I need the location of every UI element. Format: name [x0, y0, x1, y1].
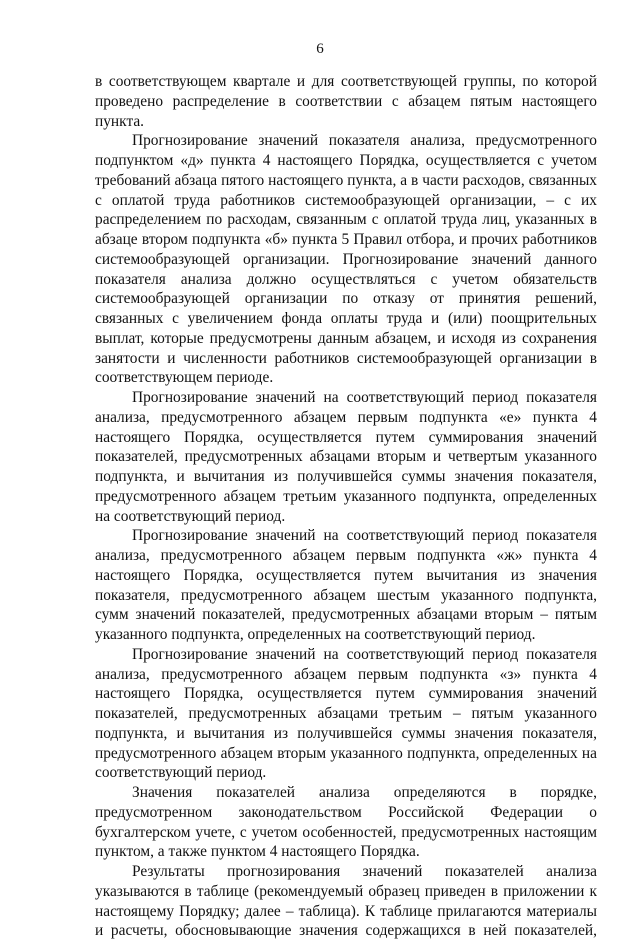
paragraph-forecast-z: Прогнозирование значений на соответствующий период показателя анализа, предусмотренного абзацем первым подпункта «з» пункта 4 настоящего Порядка, осуществляется путем суммирования значений показателей, предусмотренных абзацами третьим – пятым указанного подпункта, и вычитания из получившейся суммы значения показателя, предусмотренного абзацем вторым указанного подпункта, определенных на соответствующий период.	[95, 645, 597, 782]
page-number: 6	[316, 41, 324, 57]
paragraph-continuation: в соответствующем квартале и для соответствующей группы, по которой проведено распределение в соответствии с абзацем пятым настоящего пункта.	[95, 73, 597, 130]
paragraph-results-table: Результаты прогнозирования значений показателей анализа указываются в таблице (рекомендуемый образец приведен в приложении к настоящему Порядку; далее – таблица). К таблице прилагаются материалы и расчеты, обосновывающие значения содержащихся в ней показателей,	[95, 863, 597, 940]
paragraph-forecast-d: Прогнозирование значений показателя анализа, предусмотренного подпунктом «д» пункта 4 настоящего Порядка, осуществляется с учетом требований абзаца пятого настоящего пункта, а в части расходов, связанных с оплатой труда работников системообразующей организации, – с их распределением по расходам, связанным с оплатой труда лиц, указанных в абзаце втором подпункта «б» пункта 5 Правил отбора, и прочих работников системообразующей организации. Прогнозирование значений данного показателя анализа должно осуществляться с учетом обязательств системообразующей организации по отказу от принятия решений, связанных с увеличением фонда оплаты труда и (или) поощрительных выплат, которые предусмотрены данным абзацем, и исходя из сохранения занятости и численности работников системообразующей организации в соответствующем периоде.	[95, 132, 597, 387]
document-body	[95, 72, 597, 941]
paragraph-accounting-rules: Значения показателей анализа определяются в порядке, предусмотренном законодательством Российской Федерации о бухгалтерском учете, с учетом особенностей, предусмотренных настоящим пунктом, а также пунктом 4 настоящего Порядка.	[95, 784, 597, 861]
paragraph-forecast-zh: Прогнозирование значений на соответствующий период показателя анализа, предусмотренного абзацем первым подпункта «ж» пункта 4 настоящего Порядка, осуществляется путем вычитания из значения показателя, предусмотренного абзацем шестым указанного подпункта, сумм значений показателей, предусмотренных абзацами вторым – пятым указанного подпункта, определенных на соответствующий период.	[95, 527, 597, 643]
paragraph-forecast-e: Прогнозирование значений на соответствующий период показателя анализа, предусмотренного абзацем первым подпункта «е» пункта 4 настоящего Порядка, осуществляется путем суммирования значений показателей, предусмотренных абзацами вторым и четвертым указанного подпункта, и вычитания из получившейся суммы значения показателя, предусмотренного абзацем третьим указанного подпункта, определенных на соответствующий период.	[95, 389, 597, 525]
